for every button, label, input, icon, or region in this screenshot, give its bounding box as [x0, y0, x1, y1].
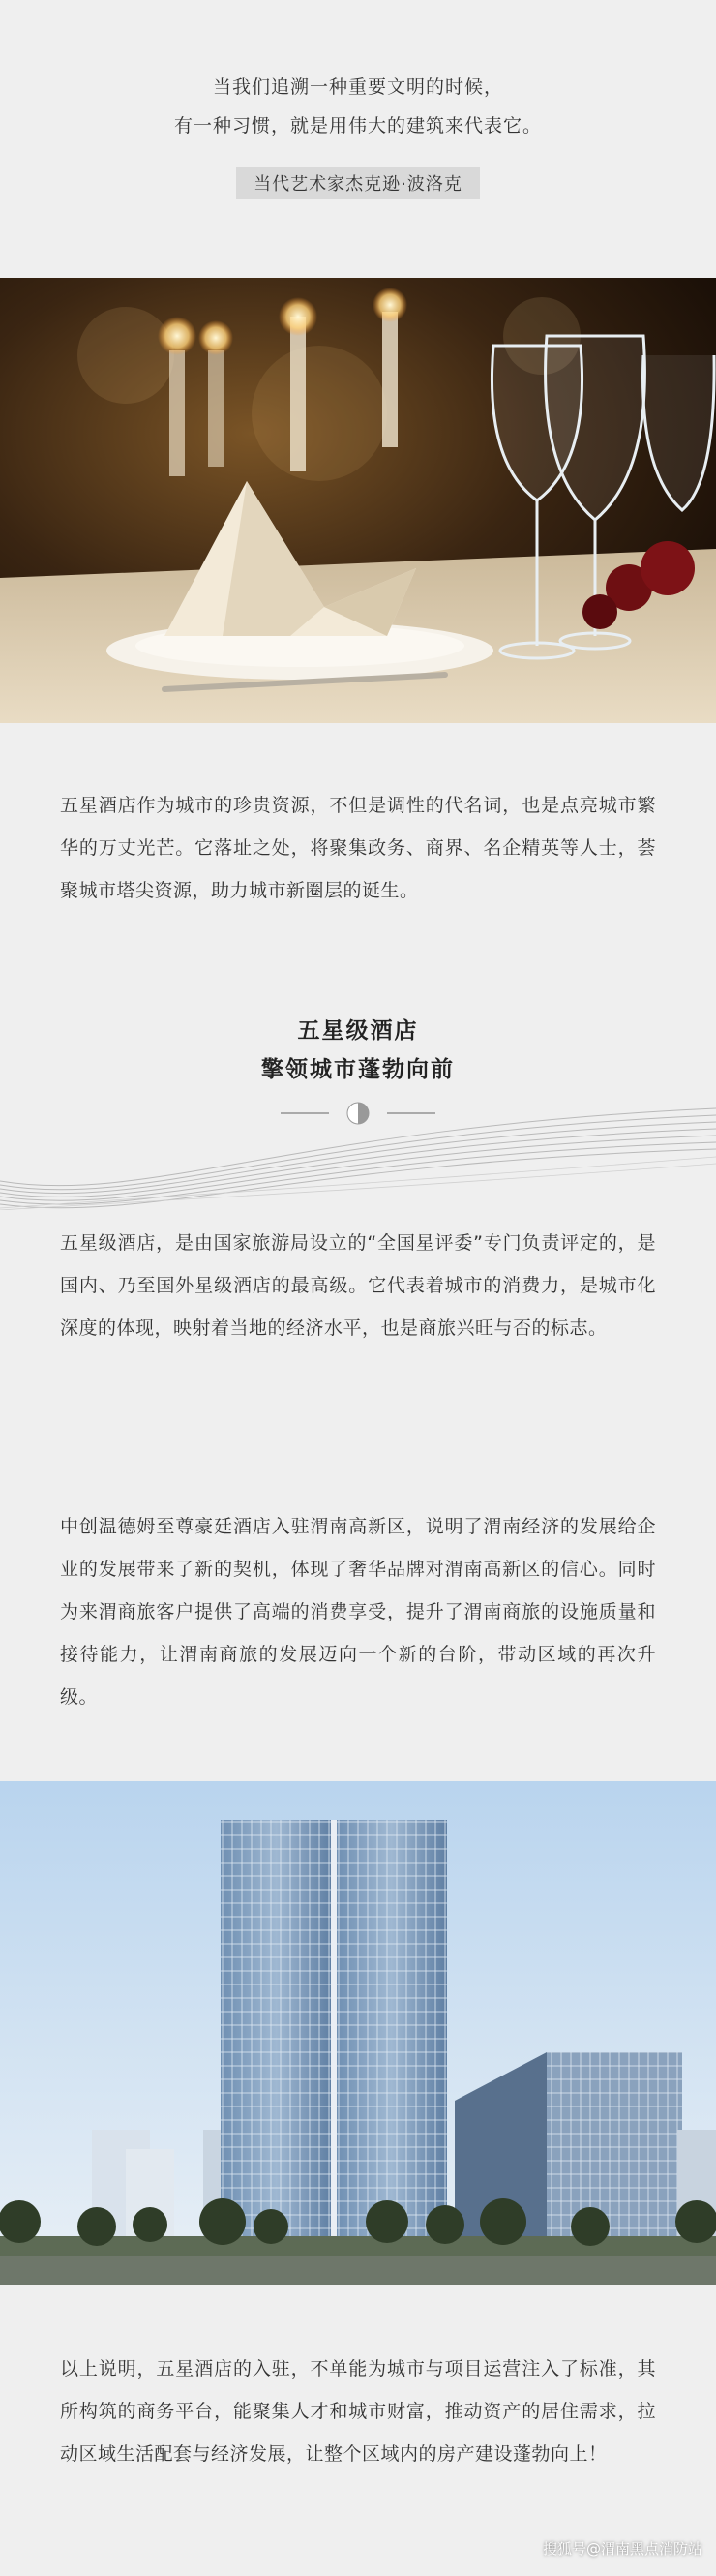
- heading-line-2: 擎领城市蓬勃向前: [261, 1057, 455, 1082]
- dining-table-image: [0, 278, 716, 723]
- skyscraper-illustration: [0, 1781, 716, 2285]
- wave-lines-graphic: [0, 1089, 716, 1210]
- decorative-wave-divider: [0, 1089, 716, 1210]
- sohu-watermark: 搜狐号@渭南黑点消防站: [542, 2540, 702, 2558]
- intro-line-1: 当我们追溯一种重要文明的时候，: [212, 76, 503, 98]
- quote-attribution: 当代艺术家杰克逊·波洛克: [236, 167, 480, 199]
- paragraph-conclusion: 以上说明，五星酒店的入驻，不单能为城市与项目运营注入了标准，其所构筑的商务平台，能聚集人才和城市财富，推动资产的居住需求，拉动区域生活配套与经济发展，让整个区域内的房产建设蓬勃向上！: [60, 2358, 656, 2465]
- intro-line-2: 有一种习惯，就是用伟大的建筑来代表它。: [173, 115, 542, 136]
- dining-scene-illustration: [0, 278, 716, 723]
- hotel-building-rendering: [0, 1781, 716, 2285]
- intro-quote: [0, 68, 716, 199]
- section-heading: [0, 1012, 716, 1089]
- paragraph-hotel-resource: 五星酒店作为城市的珍贵资源，不但是调性的代名词，也是点亮城市繁华的万丈光芒。它落址之处，将聚集政务、商界、名企精英等人士，荟聚城市塔尖资源，助力城市新圈层的诞生。: [60, 795, 656, 901]
- heading-line-1: 五星级酒店: [297, 1018, 419, 1044]
- paragraph-wyndham-hotel: 中创温德姆至尊豪廷酒店入驻渭南高新区，说明了渭南经济的发展给企业的发展带来了新的契机，体现了奢华品牌对渭南高新区的信心。同时为来渭商旅客户提供了高端的消费享受，提升了渭南商旅的设施质量和接待能力，让渭南商旅的发展迈向一个新的台阶，带动区域的再次升级。: [60, 1516, 656, 1708]
- paragraph-five-star-definition: 五星级酒店，是由国家旅游局设立的“全国星评委”专门负责评定的，是国内、乃至国外星级酒店的最高级。它代表着城市的消费力，是城市化深度的体现，映射着当地的经济水平，也是商旅兴旺与否的标志。: [60, 1232, 656, 1339]
